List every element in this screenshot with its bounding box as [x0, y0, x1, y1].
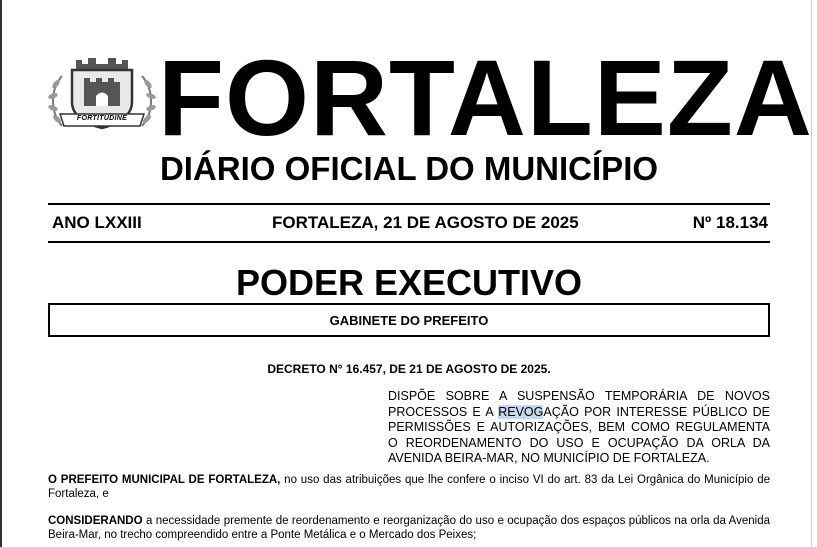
publication-subtitle: DIÁRIO OFICIAL DO MUNICÍPIO: [159, 150, 659, 187]
considerando-text: a necessidade premente de reordenamento e reorganização do uso e ocupação dos espaços públicos na orla da Avenida Beira-Mar, no trecho compreendido entre a Ponte Metálica e o Mercado dos Peixes;: [48, 515, 770, 541]
preamble-paragraph: [48, 473, 770, 501]
year-label: ANO LXXIII: [52, 213, 142, 232]
preamble-subject: O PREFEITO MUNICIPAL DE FORTALEZA,: [48, 474, 281, 486]
office-heading-box: [48, 303, 770, 337]
masthead-title: FORTALEZA: [158, 37, 813, 158]
considerando-paragraph: [48, 514, 770, 542]
info-bar-bottom-rule: [48, 241, 770, 243]
decree-title: DECRETO N° 16.457, DE 21 DE AGOSTO DE 2025.: [267, 362, 551, 376]
ementa-text-start: DISPÕE SOBRE A SUSPENSÃO TEMPORÁRIA DE NOVOS PROCESSOS E A: [388, 389, 770, 419]
crest-motto: FORTITUDINE: [76, 115, 128, 122]
preamble-text: no uso das atribuições que lhe confere o inciso VI do art. 83 da Lei Orgânica do Município de Fortaleza, e: [48, 474, 770, 500]
office-heading: GABINETE DO PREFEITO: [329, 312, 489, 328]
edition-number: Nº 18.134: [692, 213, 768, 232]
selected-text-highlight[interactable]: REVOG: [498, 404, 544, 419]
page-left-border: [0, 0, 2, 547]
ementa-text-end: AÇÃO POR INTERESSE PÚBLICO DE PERMISSÕES E AUTORIZAÇÕES, BEM COMO REGULAMENTA O REORDENAMENTO DO USO E OCUPAÇÃO DA ORLA DA AVENIDA BEIRA-MAR, NO MUNICÍPIO DE FORTALEZA.: [388, 404, 770, 465]
section-title: PODER EXECUTIVO: [235, 262, 583, 303]
city-coat-of-arms-icon: [48, 54, 156, 134]
info-bar-top-rule: [48, 203, 770, 205]
decree-ementa[interactable]: [388, 389, 770, 467]
edition-date: FORTALEZA, 21 DE AGOSTO DE 2025: [272, 213, 579, 232]
considerando-keyword: CONSIDERANDO: [48, 515, 143, 527]
